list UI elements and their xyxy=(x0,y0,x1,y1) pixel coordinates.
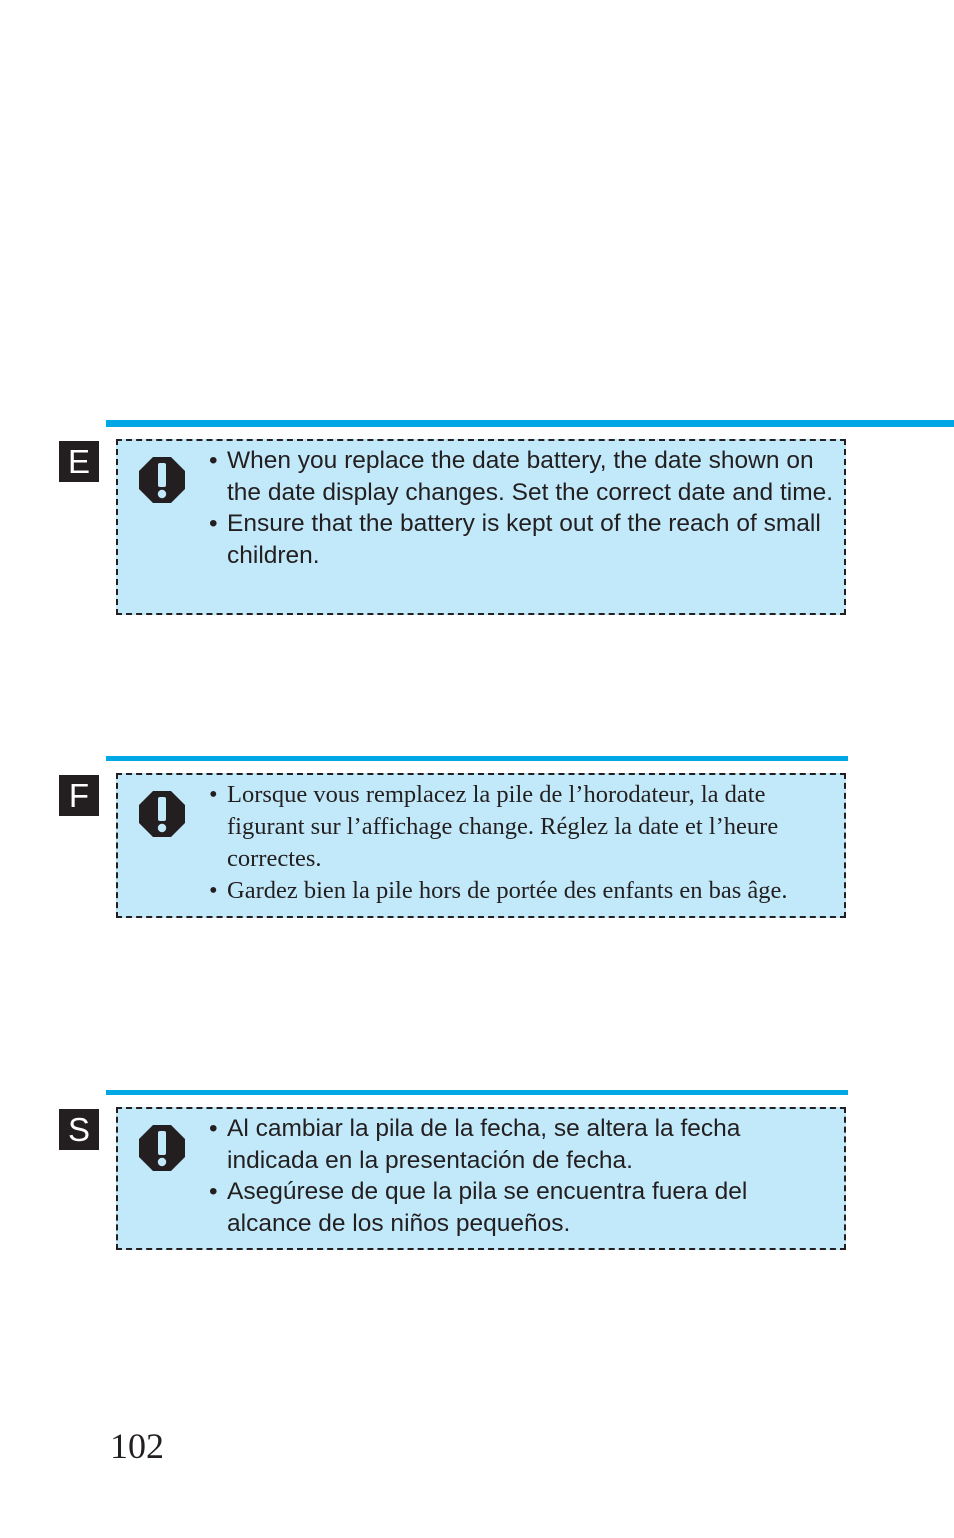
section-rule-e xyxy=(106,420,954,427)
caution-item: • Al cambiar la pila de la fecha, se altera la fecha indicada en la presentación de fecha. xyxy=(209,1113,838,1176)
caution-item: • Lorsque vous remplacez la pile de l’horodateur, la date figurant sur l’affichage change. Réglez la date et l’heure correctes. xyxy=(209,779,838,875)
caution-icon xyxy=(138,790,186,838)
language-tag-english: E xyxy=(59,441,99,482)
caution-icon xyxy=(138,456,186,504)
caution-item: • When you replace the date battery, the date shown on the date display changes. Set the correct date and time. xyxy=(209,445,838,508)
caution-note-french xyxy=(116,773,846,918)
section-rule-f xyxy=(106,756,848,761)
section-rule-s xyxy=(106,1090,848,1095)
caution-list-english xyxy=(209,445,838,572)
caution-note-spanish xyxy=(116,1107,846,1250)
language-tag-french: F xyxy=(59,775,99,816)
caution-list-french xyxy=(209,779,838,907)
caution-item: • Ensure that the battery is kept out of the reach of small children. xyxy=(209,508,838,571)
caution-list-spanish xyxy=(209,1113,838,1240)
caution-item: • Gardez bien la pile hors de portée des enfants en bas âge. xyxy=(209,875,838,907)
caution-note-english xyxy=(116,439,846,615)
language-tag-spanish: S xyxy=(59,1109,99,1150)
caution-icon xyxy=(138,1124,186,1172)
caution-item: • Asegúrese de que la pila se encuentra fuera del alcance de los niños pequeños. xyxy=(209,1176,838,1239)
page-number: 102 xyxy=(110,1426,164,1466)
